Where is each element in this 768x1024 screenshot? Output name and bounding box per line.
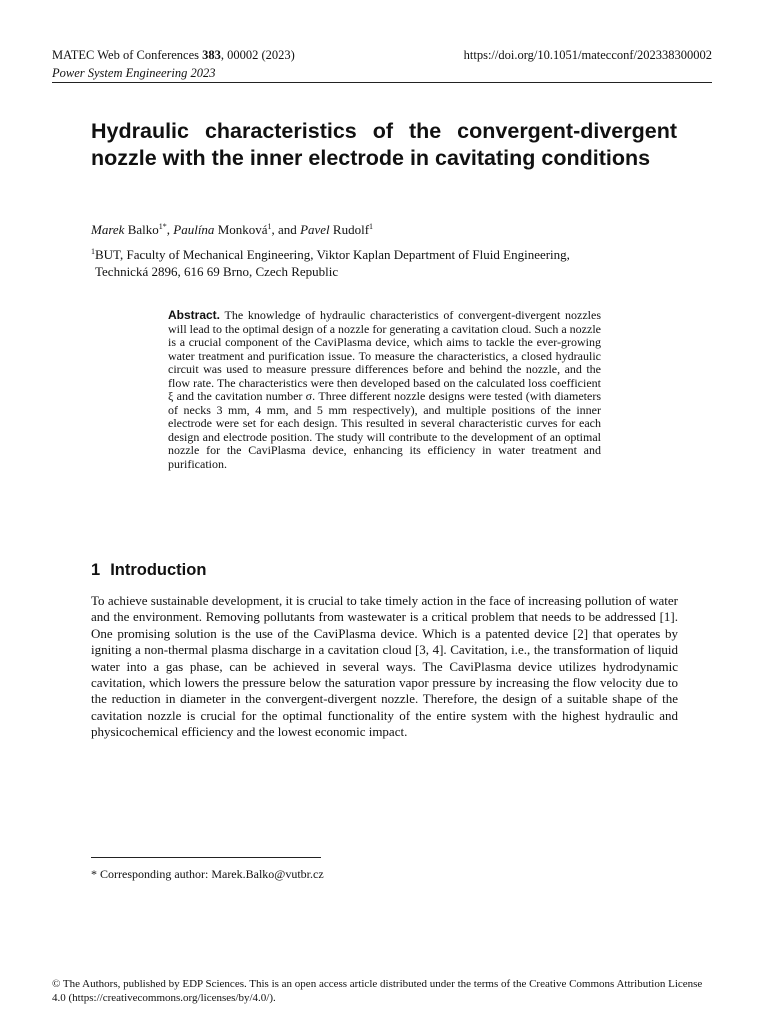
affiliation-line-2: Technická 2896, 616 69 Brno, Czech Republic <box>95 263 339 279</box>
author-last-name: Monková <box>214 222 268 237</box>
author-affiliation-mark: 1 <box>369 222 374 231</box>
paper-title: Hydraulic characteristics of the convergent-divergent nozzle with the inner electrode in cavitating conditions <box>91 119 677 170</box>
abstract-text: The knowledge of hydraulic characteristics of convergent-divergent nozzles will lead to the optimal design of a nozzle for generating a cavitation cloud. Such a nozzle is a crucial component of the CaviPlasma device, which aims to tackle the ever-growing water treatment and purification issue. To measure the characteristics, a closed hydraulic circuit was used to measure pressure differences before and behind the nozzle, and the flow rate. The characteristics were then developed based on the calculated loss coefficient ξ and the cavitation number σ. Three different nozzle designs were tested (with diameters of necks 3 mm, 4 mm, and 5 mm respectively), and multiple positions of the inner electrode were set for each design. This resulted in several characteristic curves for each design and electrode position. The study will contribute to the development of an optimal nozzle for the CaviPlasma device, enhancing its efficiency in water treatment and purification. <box>168 308 601 471</box>
author-first-name: Paulína <box>173 222 215 237</box>
author-first-name: Marek <box>91 222 125 237</box>
journal-citation: MATEC Web of Conferences 383, 00002 (2023) <box>52 48 295 62</box>
author-first-name: Pavel <box>300 222 330 237</box>
conference-name: Power System Engineering 2023 <box>52 66 216 80</box>
affiliation-line-1: BUT, Faculty of Mechanical Engineering, Viktor Kaplan Department of Fluid Engineering, <box>95 247 570 262</box>
author-affiliation-mark: 1* <box>158 222 167 231</box>
affiliation <box>91 247 681 280</box>
section-heading-introduction <box>91 560 206 580</box>
abstract <box>168 309 601 471</box>
author-affiliation-mark: 1 <box>267 222 272 231</box>
author-last-name: Rudolf <box>329 222 370 237</box>
introduction-paragraph: To achieve sustainable development, it is crucial to take timely action in the face of increasing pollution of water and the environment. Removing pollutants from wastewater is a critical problem that needs to be addressed [1]. One promising solution is the use of the CaviPlasma device. Which is a patented device [2] that operates by igniting a non-thermal plasma discharge in a cavitation cloud [3, 4]. Cavitation, i.e., the transformation of liquid water into a gas phase, can be achieved in several ways. The CaviPlasma device utilizes hydrodynamic cavitation, which lowers the pressure below the saturation vapor pressure by increasing the flow velocity due to the reduction in diameter in the convergent-divergent nozzle. Therefore, the design of a suitable shape of the cavitation nozzle is crucial for the optimal functionality of the entire system with the highest hydraulic and physicochemical efficiency and the lowest economic impact. <box>91 593 678 740</box>
section-number: 1 <box>91 561 101 579</box>
abstract-label: Abstract. <box>168 308 221 322</box>
corresponding-author-footnote: * Corresponding author: Marek.Balko@vutbr.cz <box>91 867 324 881</box>
section-title: Introduction <box>110 561 207 579</box>
doi-link[interactable]: https://doi.org/10.1051/matecconf/202338300002 <box>463 48 712 62</box>
author-last-name: Balko <box>124 222 159 237</box>
journal-volume: 383 <box>202 48 221 62</box>
affiliation-mark: 1 <box>91 247 95 256</box>
header-divider <box>52 82 712 83</box>
license-notice: © The Authors, published by EDP Sciences. This is an open access article distributed under the terms of the Creative Commons Attribution License 4.0 (https://creativecommons.org/licenses/by/4.0/). <box>52 978 703 1004</box>
footnote-divider <box>91 857 321 858</box>
author-list: Marek Balko$^{1*}$, Paulína Monková$^1$, and Pavel Rudolf$^1$ <box>91 222 374 237</box>
